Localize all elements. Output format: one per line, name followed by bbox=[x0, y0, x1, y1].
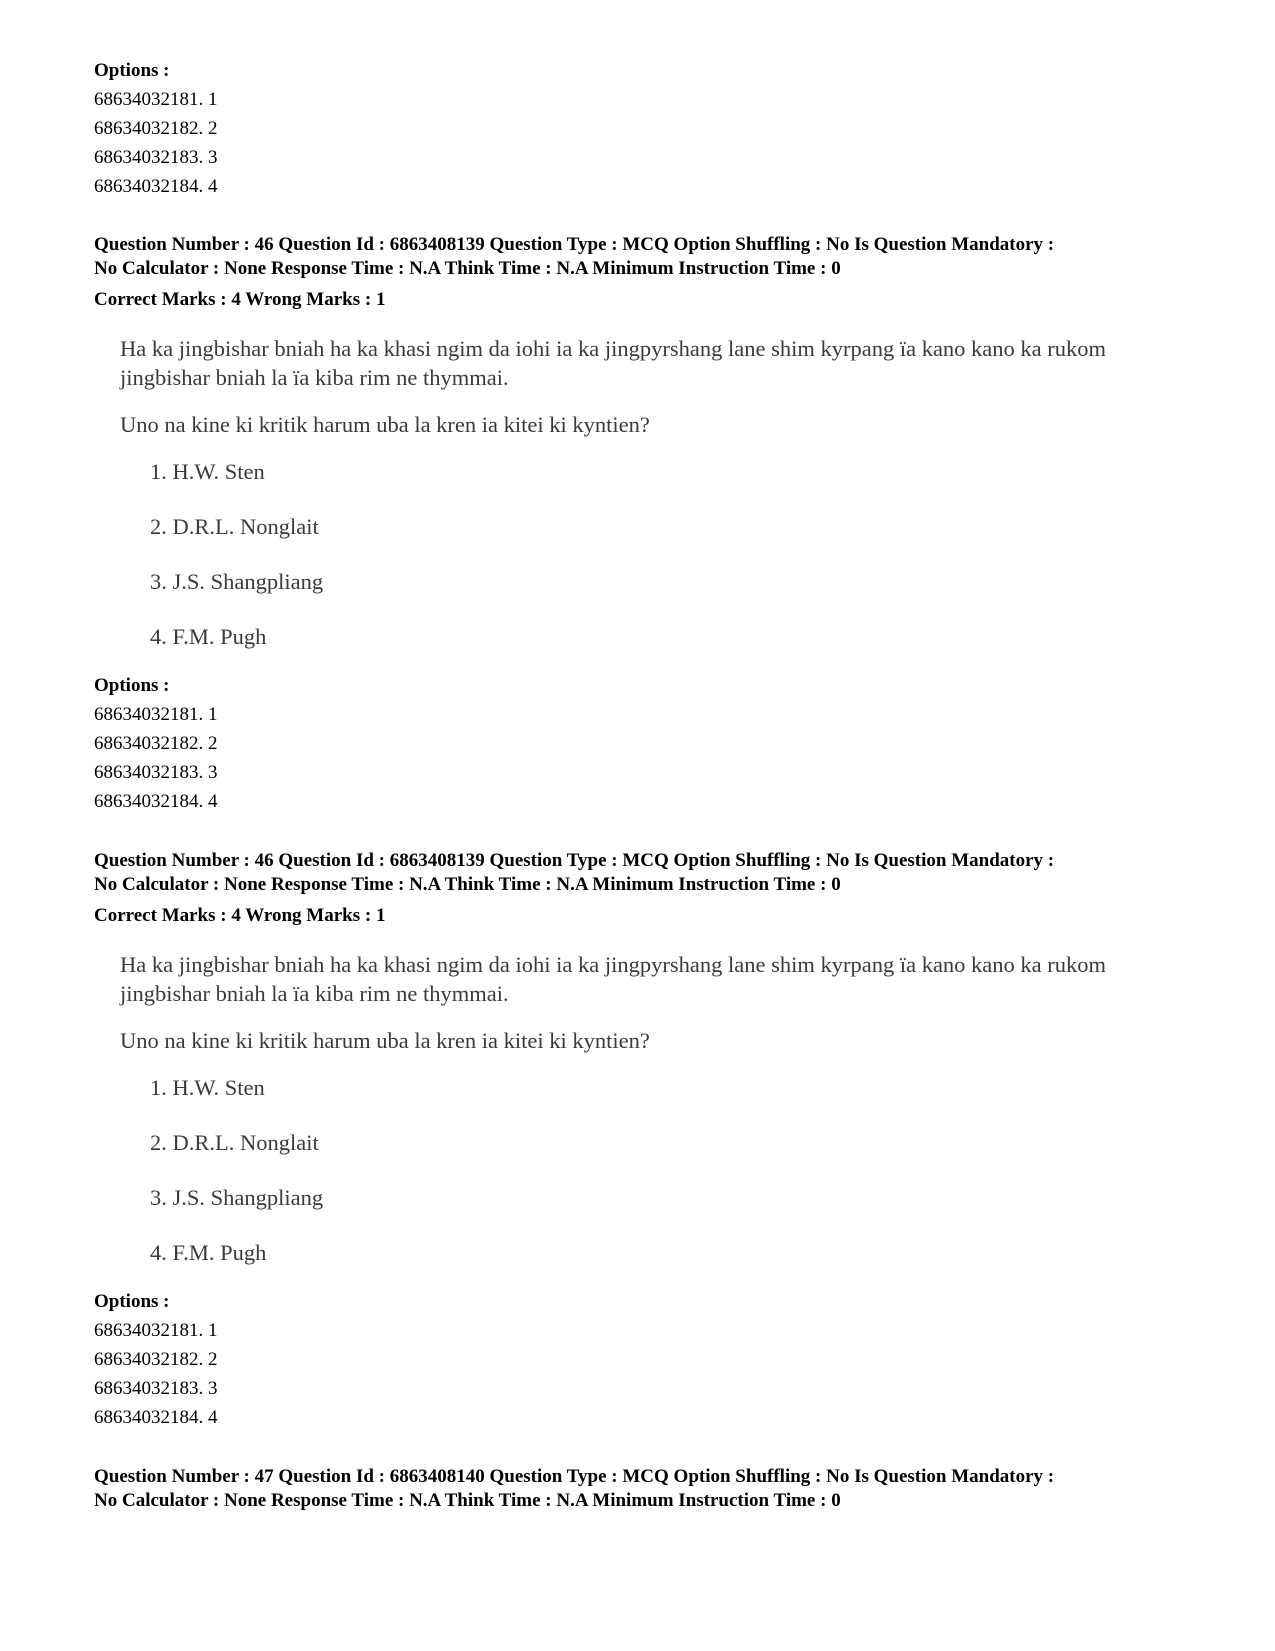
option-line: 68634032183. 3 bbox=[94, 147, 218, 168]
option-line: 68634032181. 1 bbox=[94, 89, 218, 110]
options-label: Options : bbox=[94, 1291, 170, 1312]
choice-item: 2. D.R.L. Nonglait bbox=[150, 514, 319, 539]
question-marks: Correct Marks : 4 Wrong Marks : 1 bbox=[94, 905, 386, 926]
choice-list bbox=[150, 1073, 1180, 1293]
option-line: 68634032181. 1 bbox=[94, 704, 218, 725]
question-meta-line1: Question Number : 46 Question Id : 6863408139 Question Type : MCQ Option Shuffling : No Is Question Mandatory : bbox=[94, 850, 1055, 871]
options-block bbox=[94, 1288, 218, 1432]
option-line: 68634032182. 2 bbox=[94, 733, 218, 754]
option-line: 68634032183. 3 bbox=[94, 762, 218, 783]
choice-item: 1. H.W. Sten bbox=[150, 459, 265, 484]
options-block-top bbox=[94, 57, 218, 201]
option-line: 68634032184. 4 bbox=[94, 791, 218, 812]
choice-item: 4. F.M. Pugh bbox=[150, 624, 267, 649]
question-meta-line1: Question Number : 47 Question Id : 6863408140 Question Type : MCQ Option Shuffling : No Is Question Mandatory : bbox=[94, 1466, 1055, 1487]
question-header bbox=[94, 1465, 1204, 1513]
options-label: Options : bbox=[94, 675, 170, 696]
choice-item: 3. J.S. Shangpliang bbox=[150, 569, 324, 594]
choice-item: 3. J.S. Shangpliang bbox=[150, 1185, 324, 1210]
question-meta-line2: No Calculator : None Response Time : N.A Think Time : N.A Minimum Instruction Time : 0 bbox=[94, 874, 841, 895]
option-line: 68634032183. 3 bbox=[94, 1378, 218, 1399]
question-meta-line2: No Calculator : None Response Time : N.A Think Time : N.A Minimum Instruction Time : 0 bbox=[94, 258, 841, 279]
option-line: 68634032182. 2 bbox=[94, 1349, 218, 1370]
question-meta-line2: No Calculator : None Response Time : N.A Think Time : N.A Minimum Instruction Time : 0 bbox=[94, 1490, 841, 1511]
question-prompt: Uno na kine ki kritik harum uba la kren ia kitei ki kyntien? bbox=[120, 412, 650, 437]
question-meta-line1: Question Number : 46 Question Id : 6863408139 Question Type : MCQ Option Shuffling : No Is Question Mandatory : bbox=[94, 234, 1055, 255]
option-line: 68634032184. 4 bbox=[94, 1407, 218, 1428]
choice-item: 1. H.W. Sten bbox=[150, 1075, 265, 1100]
question-image bbox=[120, 334, 1180, 677]
options-block bbox=[94, 672, 218, 816]
question-marks: Correct Marks : 4 Wrong Marks : 1 bbox=[94, 289, 386, 310]
question-prompt: Uno na kine ki kritik harum uba la kren ia kitei ki kyntien? bbox=[120, 1028, 650, 1053]
choice-item: 4. F.M. Pugh bbox=[150, 1240, 267, 1265]
option-line: 68634032181. 1 bbox=[94, 1320, 218, 1341]
question-header bbox=[94, 233, 1204, 314]
question-passage: Ha ka jingbishar bniah ha ka khasi ngim da iohi ia ka jingpyrshang lane shim kyrpang ïa kano kano ka rukom jingbishar bniah la ïa kiba rim ne thymmai. bbox=[120, 336, 1107, 390]
option-line: 68634032182. 2 bbox=[94, 118, 218, 139]
options-label: Options : bbox=[94, 60, 170, 81]
question-header bbox=[94, 849, 1204, 930]
question-image bbox=[120, 950, 1180, 1293]
question-passage: Ha ka jingbishar bniah ha ka khasi ngim da iohi ia ka jingpyrshang lane shim kyrpang ïa kano kano ka rukom jingbishar bniah la ïa kiba rim ne thymmai. bbox=[120, 952, 1107, 1006]
choice-item: 2. D.R.L. Nonglait bbox=[150, 1130, 319, 1155]
option-line: 68634032184. 4 bbox=[94, 176, 218, 197]
choice-list bbox=[150, 457, 1180, 677]
